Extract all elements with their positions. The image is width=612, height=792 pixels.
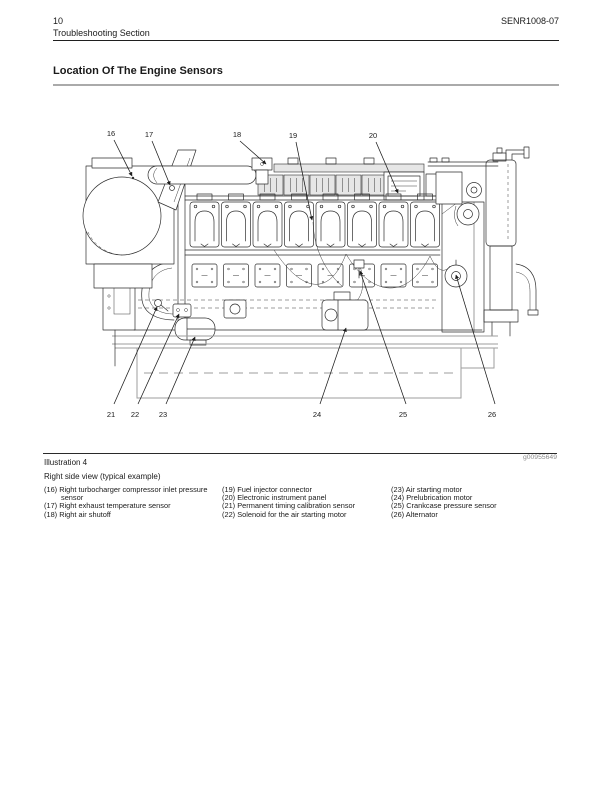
callout-17: 17 <box>144 130 154 139</box>
air-starting-motor <box>175 318 215 345</box>
callout-25: 25 <box>398 410 408 419</box>
legend-item: (26) Alternator <box>391 509 438 519</box>
base-skid <box>112 330 498 398</box>
prelubrication-motor <box>322 292 368 330</box>
legend-column-1 <box>44 486 222 519</box>
document-number: SENR1008-07 <box>500 16 559 26</box>
air-start-solenoid <box>173 304 191 317</box>
legend-item: (20) Electronic instrument panel <box>222 493 327 503</box>
figure-caption: Right side view (typical example) <box>44 472 161 481</box>
air-cleaner <box>83 150 272 288</box>
legend-item: (21) Permanent timing calibration sensor <box>222 501 356 511</box>
legend-item: (24) Prelubrication motor <box>391 493 473 503</box>
callout-21: 21 <box>106 410 116 419</box>
alternator <box>445 260 467 287</box>
legend-item: (23) Air starting motor <box>391 485 463 494</box>
callout-24: 24 <box>312 410 322 419</box>
engine-illustration <box>78 114 543 434</box>
page-header <box>53 15 559 39</box>
caption-rule <box>43 453 557 454</box>
legend-item: (17) Right exhaust temperature sensor <box>44 501 171 511</box>
callout-19: 19 <box>288 131 298 140</box>
illustration-label: Illustration 4 <box>44 458 88 467</box>
callout-16: 16 <box>106 129 116 138</box>
oil-filter <box>224 300 246 318</box>
legend-item: (19) Fuel injector connector <box>222 485 312 494</box>
legend-item: (16) Right turbocharger compressor inlet pressure sensor <box>44 485 208 503</box>
legend-item: (22) Solenoid for the air starting motor <box>222 509 347 519</box>
timing-calibration-sensor <box>155 300 169 312</box>
legend-column-3 <box>391 486 574 519</box>
page-number: 10 <box>53 16 64 26</box>
callout-26: 26 <box>487 410 497 419</box>
turbo-flanges <box>436 172 482 226</box>
legend-column-2 <box>222 486 391 519</box>
callout-18: 18 <box>232 130 242 139</box>
callout-20: 20 <box>368 131 378 140</box>
page-title: Location Of The Engine Sensors <box>53 65 223 77</box>
legend-item: (18) Right air shutoff <box>44 509 111 519</box>
title-rule <box>53 84 559 86</box>
callout-legend <box>44 486 574 519</box>
section-name: Troubleshooting Section <box>53 28 150 38</box>
header-rule <box>53 40 559 41</box>
callout-23: 23 <box>158 410 168 419</box>
figure-id: g00955649 <box>522 454 557 461</box>
legend-item: (25) Crankcase pressure sensor <box>391 501 497 511</box>
callout-22: 22 <box>130 410 140 419</box>
